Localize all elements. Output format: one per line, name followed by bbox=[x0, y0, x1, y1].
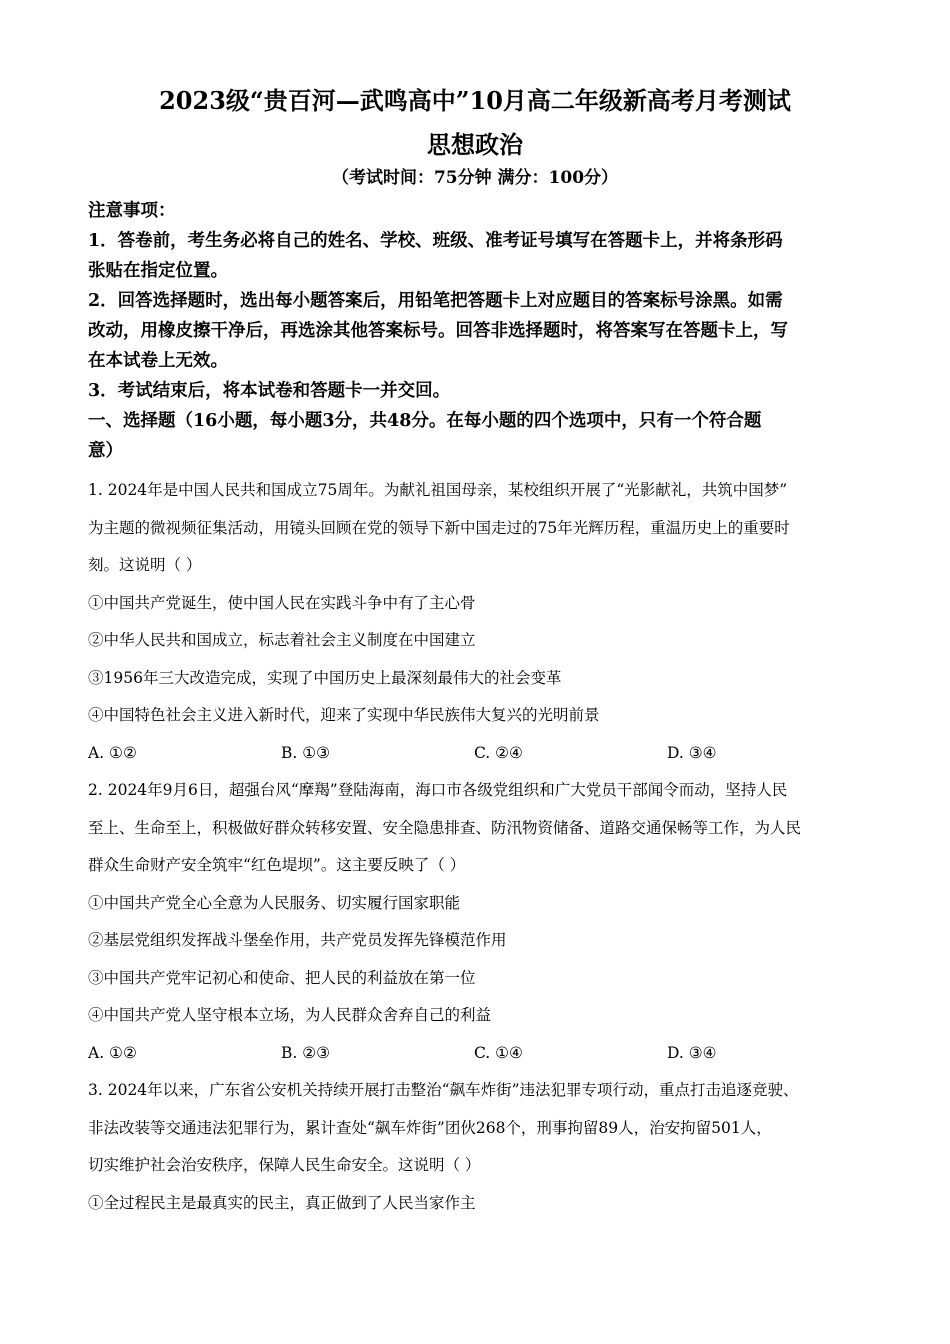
statement: ④中国特色社会主义进入新时代，迎来了实现中华民族伟大复兴的光明前景 bbox=[88, 706, 600, 724]
notice-line: 2．回答选择题时，选出每小题答案后，用铅笔把答题卡上对应题目的答案标号涂黑。如需 bbox=[88, 291, 783, 311]
choice-c: C. ①④ bbox=[474, 1043, 523, 1062]
answer-choices bbox=[88, 1035, 862, 1073]
notice-block bbox=[88, 196, 862, 466]
notice-line: 在本试卷上无效。 bbox=[88, 351, 228, 371]
choice-a: A. ①② bbox=[88, 743, 137, 762]
question-stem: 2. 2024年9月6日，超强台风“摩羯”登陆海南，海口市各级党组织和广大党员干部闻令而动，坚持人民 bbox=[88, 781, 788, 799]
choice-b: B. ①③ bbox=[281, 743, 331, 762]
statement: ①中国共产党全心全意为人民服务、切实履行国家职能 bbox=[88, 893, 461, 912]
statement: ①中国共产党诞生，使中国人民在实践斗争中有了主心骨 bbox=[88, 593, 476, 612]
choice-d: D. ③④ bbox=[667, 743, 717, 762]
statement: ④中国共产党人坚守根本立场，为人民群众舍弃自己的利益 bbox=[88, 1006, 492, 1024]
question-stem: 刻。这说明（ ） bbox=[88, 556, 202, 574]
question-stem: 切实维护社会治安秩序，保障人民生命安全。这说明（ ） bbox=[88, 1156, 481, 1174]
question-2 bbox=[88, 772, 862, 1072]
subject-title: 思想政治 bbox=[427, 130, 523, 159]
answer-choices bbox=[88, 735, 862, 773]
notice-line: 3．考试结束后，将本试卷和答题卡一并交回。 bbox=[88, 381, 451, 401]
choice-a: A. ①② bbox=[88, 1043, 137, 1062]
question-3 bbox=[88, 1072, 862, 1222]
notice-line: 改动，用橡皮擦干净后，再选涂其他答案标号。回答非选择题时，将答案写在答题卡上，写 bbox=[88, 321, 788, 341]
section-title: 一、选择题（16小题，每小题3分，共48分。在每小题的四个选项中，只有一个符合题 bbox=[88, 411, 762, 431]
exam-title: 2023级“贵百河—武鸣高中”10月高二年级新高考月考测试 bbox=[159, 86, 791, 115]
statement: ③中国共产党牢记初心和使命、把人民的利益放在第一位 bbox=[88, 968, 476, 987]
section-title: 意） bbox=[88, 441, 123, 461]
question-stem: 为主题的微视频征集活动，用镜头回顾在党的领导下新中国走过的75年光辉历程，重温历史上的重要时 bbox=[88, 518, 790, 537]
notice-line: 1．答卷前，考生务必将自己的姓名、学校、班级、准考证号填写在答题卡上，并将条形码 bbox=[88, 231, 783, 251]
question-stem: 至上、生命至上，积极做好群众转移安置、安全隐患排查、防汛物资储备、道路交通保畅等工作，为人民 bbox=[88, 818, 802, 837]
question-stem: 1. 2024年是中国人民共和国成立75周年。为献礼祖国母亲，某校组织开展了“光影献礼，共筑中国梦” bbox=[88, 481, 788, 499]
statement: ②中华人民共和国成立，标志着社会主义制度在中国建立 bbox=[88, 631, 476, 649]
notice-line: 张贴在指定位置。 bbox=[88, 261, 228, 281]
choice-d: D. ③④ bbox=[667, 1043, 717, 1062]
question-1 bbox=[88, 472, 862, 772]
question-stem: 群众生命财产安全筑牢“红色堤坝”。这主要反映了（ ） bbox=[88, 856, 466, 874]
question-stem: 非法改装等交通违法犯罪行为，累计查处“飙车炸街”团伙268个，刑事拘留89人，治安拘留501人， bbox=[88, 1118, 772, 1137]
exam-info: （考试时间：75分钟 满分：100分） bbox=[331, 168, 619, 188]
choice-b: B. ②③ bbox=[281, 1043, 331, 1062]
notice-heading: 注意事项： bbox=[88, 201, 176, 221]
statement: ①全过程民主是最真实的民主，真正做到了人民当家作主 bbox=[88, 1193, 476, 1212]
statement: ③1956年三大改造完成，实现了中国历史上最深刻最伟大的社会变革 bbox=[88, 668, 562, 687]
statement: ②基层党组织发挥战斗堡垒作用，共产党员发挥先锋模范作用 bbox=[88, 931, 507, 949]
choice-c: C. ②④ bbox=[474, 743, 523, 762]
question-stem: 3. 2024年以来，广东省公安机关持续开展打击整治“飙车炸街”违法犯罪专项行动，重点打击追逐竞驶、 bbox=[88, 1081, 799, 1099]
